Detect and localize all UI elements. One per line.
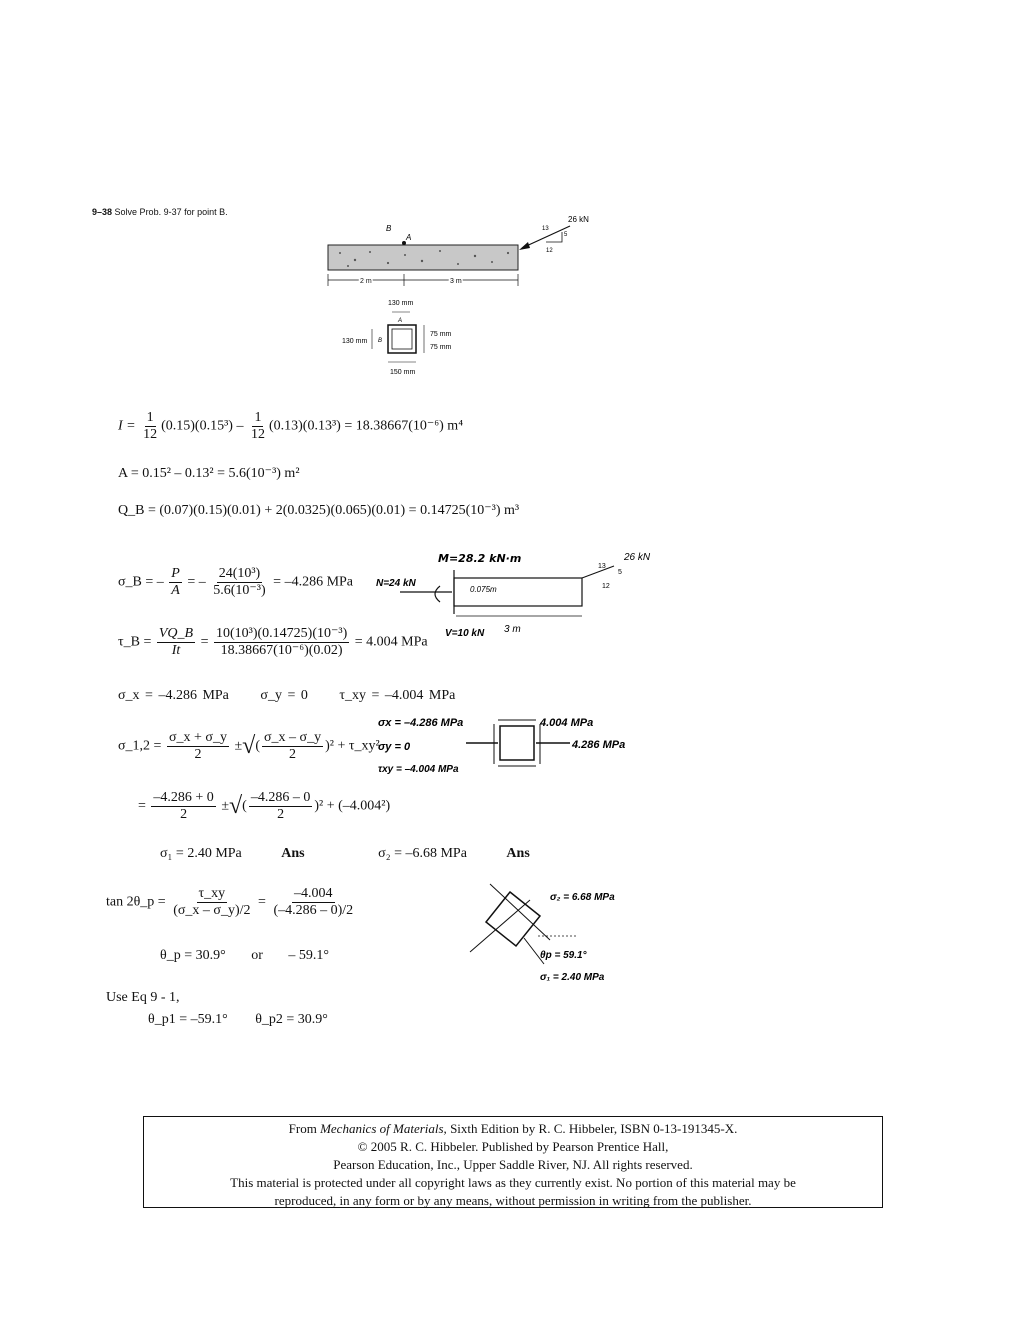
dim-3m: 3 m <box>450 278 462 285</box>
stress-components: σ_x = –4.286 MPa σ_y = 0 τ_xy = –4.004 MPa <box>118 688 456 703</box>
beam-body <box>328 245 518 270</box>
fbd-shear: V=10 kN <box>445 628 485 639</box>
section-B: B <box>378 338 383 344</box>
eq-tan: tan 2θ_p = $\frac{\tau\_xy}{(\sigma\_x - \sigma\_y)/2}$ = $\frac{-4.004}{(-4.286 - 0)/2}$ <box>106 886 354 918</box>
stress-element <box>370 710 670 800</box>
section-A: A <box>398 318 403 324</box>
principal-results: σ₁ = 2.40 MPa Ans σ₂ = –6.68 MPa Ans <box>160 846 530 861</box>
use-eq-text: Use Eq 9 - 1, <box>106 990 180 1005</box>
beam-figure <box>300 208 630 378</box>
svg-text:5: 5 <box>618 569 622 576</box>
eq-tau-B: τ_B = $\frac{VQ\_B}{It}$ = $\frac{\text{10(10³)(0.14725)(10⁻³)}}{\text{18.38667(10⁻⁶)(0.02)}}$ = 4.004 MPa <box>118 626 428 658</box>
slope-5: 5 <box>564 232 568 238</box>
section-left-dim: 130 mm <box>342 338 368 345</box>
final-angles: θ_p1 = –59.1° θ_p2 = 30.9° <box>148 1012 328 1027</box>
fbd-length: 3 m <box>504 624 521 635</box>
force-label: 26 kN <box>568 215 589 224</box>
fbd-moment: M=28.2 kN·m <box>438 552 522 565</box>
section-right-dim-1: 75 mm <box>430 331 452 338</box>
slope-13: 13 <box>542 226 549 232</box>
note-sx: σx = –4.286 MPa <box>378 717 464 729</box>
note-normal: 4.286 MPa <box>572 739 626 751</box>
eq-principal-numeric: = $\frac{-4.286 + 0}{2}$ ±√( $\frac{-4.286 - 0}{2}$ )² + (–4.004²) <box>138 790 391 822</box>
slope-12: 12 <box>546 248 553 254</box>
eq-sigma-B: σ_B = – $\frac{P}{A}$ = – $\frac{\text{24(10³)}}{\text{5.6(10⁻³)}}$ = –4.286 MPa <box>118 566 354 598</box>
problem-number: 9–38 <box>92 207 113 217</box>
fbd-moment-arrow <box>435 586 440 602</box>
problem-statement: Solve Prob. 9-37 for point B. <box>114 207 228 217</box>
fbd-distance: 0.075m <box>470 585 497 594</box>
label-A: A <box>406 233 412 242</box>
eq-area: A = 0.15² – 0.13² = 5.6(10⁻³) m² <box>118 466 300 481</box>
problem-header <box>92 207 228 217</box>
note-txy: τxy = –4.004 MPa <box>378 764 459 775</box>
eq-moment-of-inertia: I = $\frac{1}{12}$ (0.15)(0.15³) – $\frac{1}{12}$ (0.13)(0.13³) = 18.38667(10⁻⁶) m⁴ <box>118 410 464 442</box>
note-theta: θp = 59.1° <box>540 950 587 961</box>
section-right-dim-2: 75 mm <box>430 344 452 351</box>
svg-text:12: 12 <box>602 583 610 590</box>
dim-2m: 2 m <box>360 278 372 285</box>
section-top-dim: 130 mm <box>388 300 414 307</box>
section-bottom-dim: 150 mm <box>390 369 416 376</box>
rotated-square <box>486 892 540 946</box>
free-body-diagram <box>370 548 670 648</box>
note-s2: σ₂ = 6.68 MPa <box>550 892 615 903</box>
element-square <box>500 726 534 760</box>
fbd-force: 26 kN <box>624 552 651 563</box>
note-sy: σy = 0 <box>378 741 411 753</box>
principal-element <box>460 880 680 990</box>
svg-text:13: 13 <box>598 563 606 570</box>
section-inner <box>392 329 412 349</box>
eq-principal-general: σ_1,2 = $\frac{\sigma\_x + \sigma\_y}{2}$ ±√( $\frac{\sigma\_x - \sigma\_y}{2}$ )² + τ_xy² <box>118 730 380 762</box>
label-B: B <box>386 224 392 233</box>
copyright-footer: From Mechanics of Materials, Sixth Edition by R. C. Hibbeler, ISBN 0-13-191345-X. © 2005 R. C. Hibbeler. Published by Pearson Prentice Hall, Pearson Education, Inc., Upper Saddle River, NJ. All rights reserved. This material is protected under all copyright laws as they currently exist. No portion of this material may be reproduced, in any form or by any means, without permission in writing from the publisher. <box>143 1116 883 1208</box>
note-shear: 4.004 MPa <box>540 717 594 729</box>
force-arrowhead <box>519 242 530 250</box>
fbd-normal: N=24 kN <box>376 578 416 589</box>
note-s1: σ₁ = 2.40 MPa <box>540 972 605 983</box>
eq-first-moment: Q_B = (0.07)(0.15)(0.01) + 2(0.0325)(0.065)(0.01) = 0.14725(10⁻³) m³ <box>118 503 520 518</box>
theta-results: θ_p = 30.9° or – 59.1° <box>160 948 329 963</box>
